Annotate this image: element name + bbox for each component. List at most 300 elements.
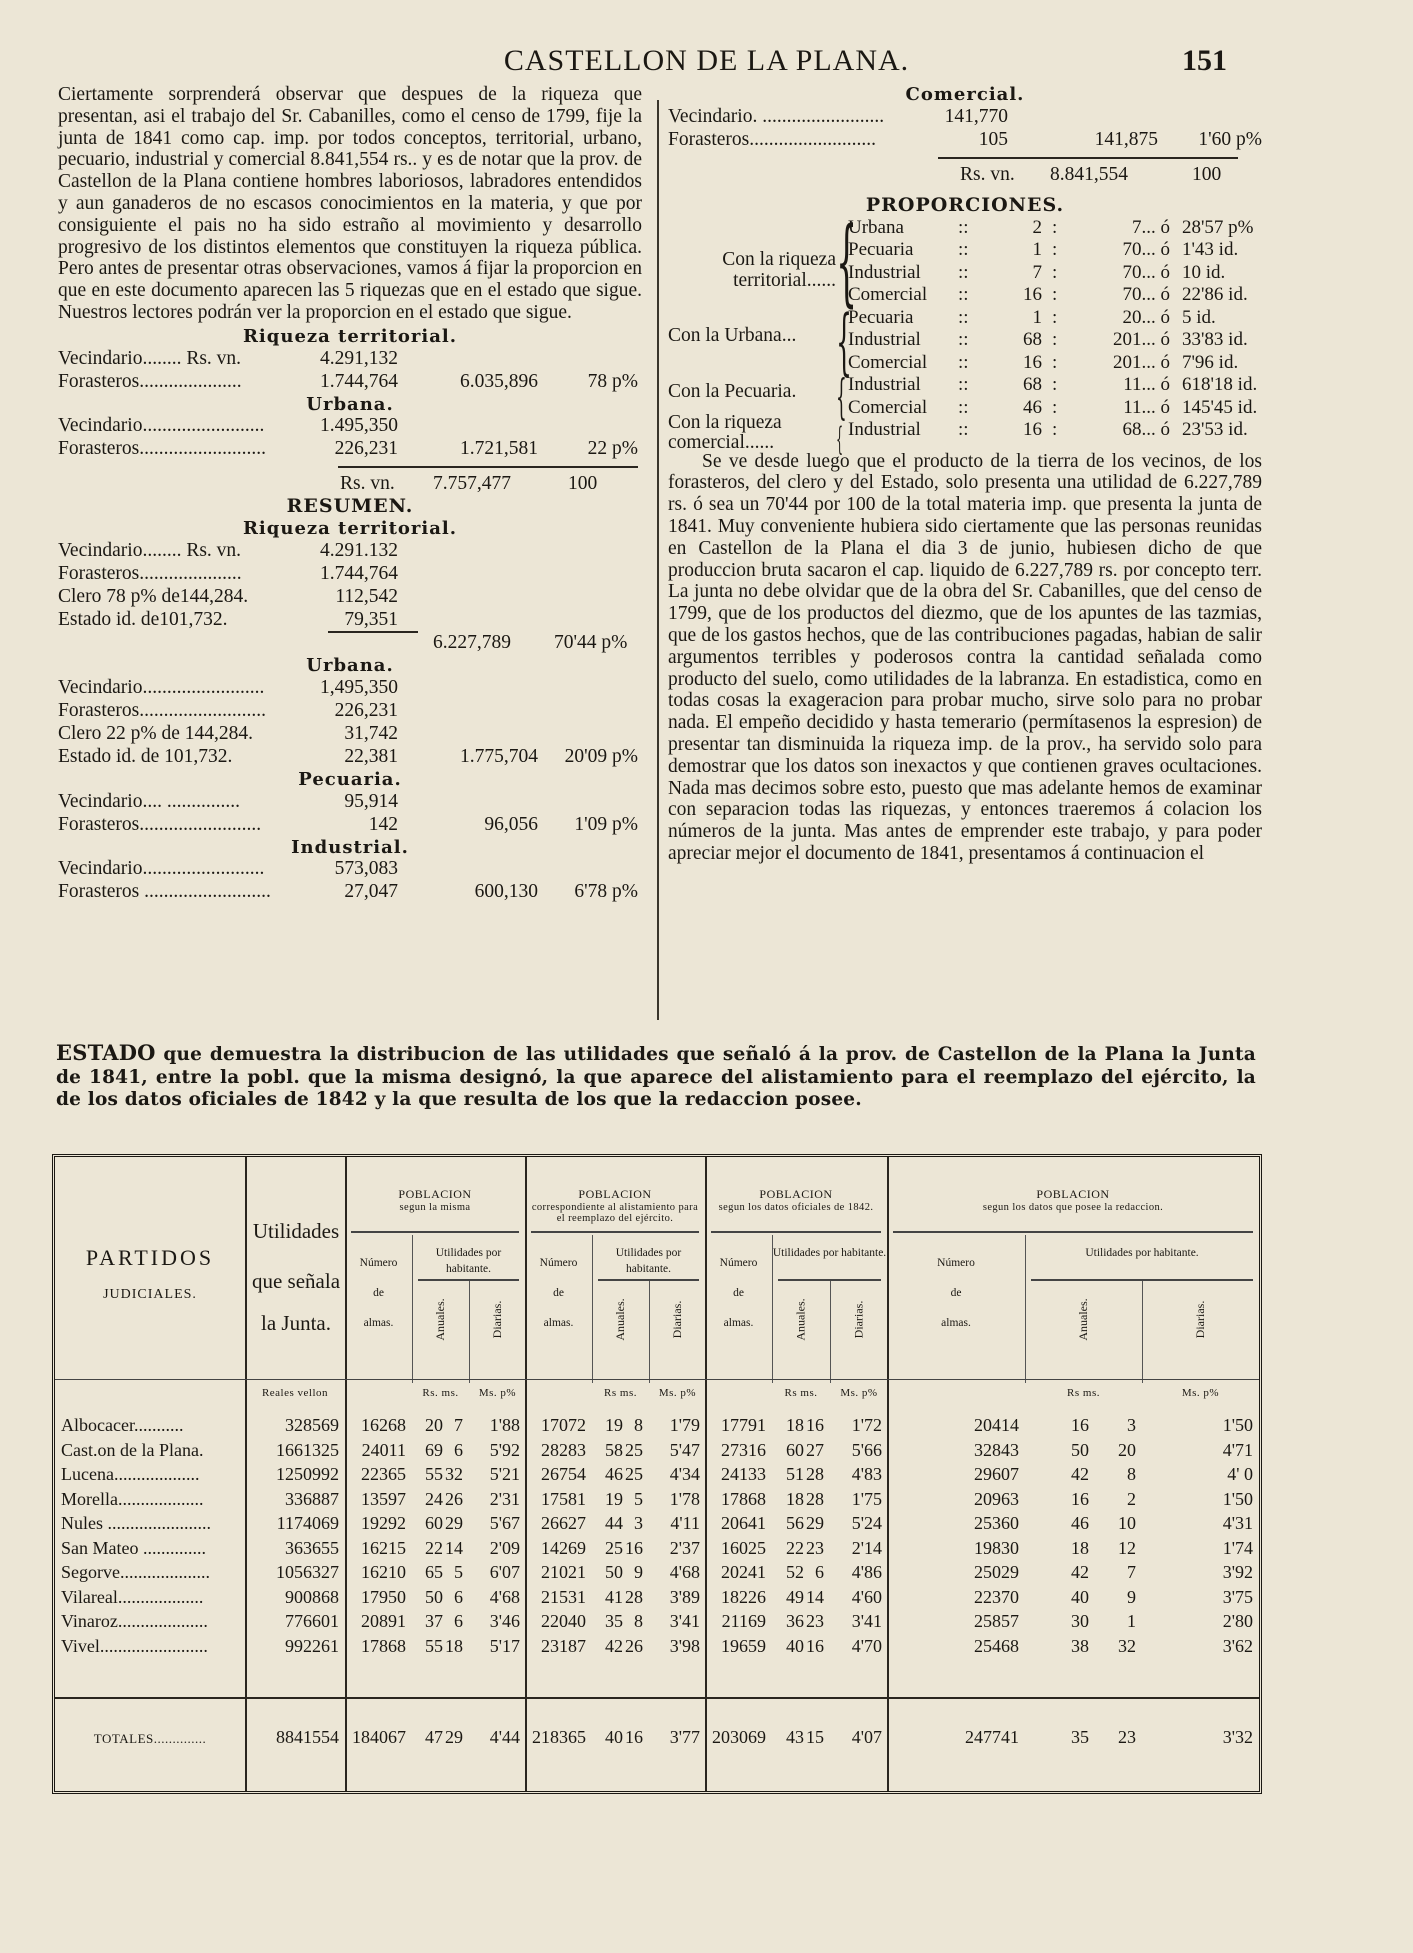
- money-row: [58, 586, 642, 609]
- proporcion-cell: Industrial: [848, 329, 921, 351]
- row-cell: 20241: [721, 1562, 766, 1582]
- section-urbana: Urbana.: [306, 393, 394, 415]
- money-row: [58, 371, 642, 394]
- unit-label: Rs ms.: [784, 1387, 818, 1399]
- group-subtitle: correspondiente al alistamiento para el reemplazo del ejército.: [531, 1202, 699, 1224]
- row-cell: 26: [625, 1635, 643, 1656]
- row-cell: 4'11: [670, 1513, 700, 1533]
- section-riqueza-territorial: Riqueza territorial.: [242, 325, 458, 347]
- anuales-label: Anuales.: [1076, 1298, 1090, 1341]
- row-cell: 28: [806, 1488, 824, 1509]
- row-cell: 58: [605, 1439, 623, 1460]
- row-cell: 9: [634, 1562, 643, 1582]
- totales-cell: 4'07: [851, 1727, 882, 1747]
- row-utilidades: 336887: [285, 1488, 339, 1509]
- row-cell: 44: [605, 1513, 623, 1533]
- row-cell: 18: [445, 1635, 463, 1656]
- row-cell: 26627: [541, 1513, 586, 1533]
- money-cell: 22,381: [344, 745, 398, 767]
- estado-caption: [56, 1042, 1256, 1112]
- proporcion-cell: 28'57 p%: [1182, 216, 1254, 238]
- totales-cell: 4'44: [489, 1727, 520, 1747]
- row-cell: 1'50: [1222, 1415, 1253, 1435]
- row-cell: 41: [605, 1586, 623, 1607]
- proporcion-cell: 7: [1032, 261, 1042, 283]
- proporcion-cell: Pecuaria: [848, 306, 914, 328]
- brace-icon: {: [836, 298, 853, 383]
- estado-table: [52, 1154, 1262, 1794]
- row-cell: 38: [1071, 1635, 1089, 1656]
- money-cell: 31,742: [344, 722, 398, 744]
- row-cell: 5'17: [489, 1635, 520, 1656]
- row-cell: 6: [454, 1586, 463, 1607]
- money-cell: Vecindario.........................: [58, 415, 265, 437]
- utilidades-hab-label: Utilidades por habitante.: [435, 1247, 502, 1275]
- col-utilidades-2: que señala: [251, 1269, 341, 1293]
- row-cell: 46: [1071, 1513, 1089, 1533]
- group-subtitle: segun la misma: [399, 1202, 471, 1213]
- row-cell: 17072: [541, 1415, 586, 1435]
- row-cell: 20: [425, 1415, 443, 1435]
- row-cell: 55: [425, 1635, 443, 1656]
- proporcion-cell: Industrial: [848, 261, 921, 283]
- proporcion-cell: 70... ó: [1122, 261, 1170, 283]
- col-partidos: PARTIDOS: [85, 1245, 215, 1270]
- totales-cell: 247741: [965, 1727, 1019, 1747]
- row-cell: 21021: [541, 1562, 586, 1582]
- money-row: [58, 609, 642, 632]
- diarias-label: Diarias.: [851, 1300, 866, 1339]
- row-cell: 5'92: [489, 1439, 520, 1460]
- row-cell: 1'88: [489, 1415, 520, 1435]
- row-cell: 8: [634, 1611, 643, 1631]
- section-proporciones: PROPORCIONES.: [865, 193, 1065, 216]
- numero-label: almas.: [363, 1317, 394, 1329]
- money-cell: 142: [368, 813, 398, 835]
- subcol-rule: [649, 1281, 650, 1383]
- row-cell: 4'31: [1222, 1513, 1253, 1533]
- row-cell: 60: [786, 1439, 804, 1460]
- left-column: [58, 84, 642, 904]
- row-partido: Vinaroz....................: [61, 1611, 208, 1631]
- money-cell: Vecindario.........................: [58, 676, 265, 698]
- proporcion-cell: ::: [958, 396, 969, 418]
- row-cell: 18: [1071, 1537, 1089, 1558]
- money-cell: Vecindario........ Rs. vn.: [58, 539, 242, 561]
- row-cell: 29: [806, 1513, 824, 1533]
- proporcion-cell: 46: [1023, 396, 1042, 418]
- money-row: [668, 129, 1262, 152]
- money-row: [668, 106, 1262, 129]
- diarias-label: Diarias.: [490, 1300, 504, 1339]
- row-cell: 16268: [361, 1415, 406, 1435]
- right-column: [668, 84, 1262, 865]
- urbana-rows: [58, 415, 642, 461]
- money-cell: 105: [978, 128, 1008, 150]
- totales-cell: 40: [605, 1727, 623, 1747]
- row-cell: 25029: [974, 1562, 1019, 1582]
- group-rule: [711, 1231, 881, 1233]
- row-cell: 2'09: [489, 1537, 520, 1558]
- row-partido: Morella...................: [61, 1488, 204, 1509]
- row-utilidades: 1056327: [276, 1562, 339, 1582]
- row-cell: 17950: [361, 1586, 406, 1607]
- proporcion-cell: Industrial: [848, 419, 921, 441]
- total-row: Rs. vn. 7.757,477 100: [58, 473, 642, 496]
- numero-label: Número: [539, 1257, 578, 1269]
- proporcion-cell: :: [1052, 306, 1058, 328]
- anuales-label: Anuales.: [433, 1298, 447, 1341]
- right-paragraph: Se ve desde luego que el producto de la tierra de los vecinos, de los forasteros, del clero y del Estado, solo presenta una utilidad de 6.227,789 rs. ó sea un 70'44 por 100 de la total materia imp. que presenta la junta de 1841. Muy conveniente hubiera sido ciertamente que las personas reunidas en Castellon de la Plana el dia 3 de junio, hubiesen dicho de que produccion bruta sacaron el cap. liquido de 6.227,789 rs. por concepto terr. La junta no debe olvidar que de la obra del Sr. Cabanilles, que del censo de 1799, que de los productos del diezmo, que de los apuntes de las tazmias, que de los gastos hechos, que de las contribuciones pagadas, habian de salir argumentos terribles y poderosos contra la cantidad señalada como producto del suelo, como utilidades de la labranza. En estadistica, como en todas cosas la exageracion para probar mucho, sirve solo para no probar nada. El empeño decidido y hasta temerario (permítasenos la espresion) de presentar tan disminuida la riqueza imp. de la prov., ha servido solo para demostrar que los datos son inexactos y que contienen graves ocultaciones. Nada mas decimos sobre esto, puesto que mas adelante hemos de examinar con separacion todas las riquezas, y entonces traeremos á colacion los números de la junta. Mas antes de emprender este trabajo, y para poder apreciar mejor el documento de 1841, presentamos á continuacion el: [668, 450, 1262, 864]
- proporcion-cell: 618'18 id.: [1182, 374, 1258, 396]
- money-cell: 95,914: [344, 790, 398, 812]
- row-cell: 3'89: [669, 1586, 700, 1607]
- row-cell: 24: [425, 1488, 443, 1509]
- proporcion-cell: 20... ó: [1122, 306, 1170, 328]
- row-cell: 69: [425, 1439, 443, 1460]
- money-cell: 27,047: [344, 881, 398, 903]
- numero-label: Número: [719, 1257, 758, 1269]
- proporciones-rows: [848, 217, 1262, 442]
- row-utilidades: 328569: [285, 1415, 339, 1435]
- row-cell: 20891: [361, 1611, 406, 1631]
- row-cell: 29: [445, 1513, 463, 1533]
- money-row: [58, 563, 642, 586]
- proporcion-cell: ::: [958, 329, 969, 351]
- row-cell: 4'71: [1222, 1439, 1253, 1460]
- proporcion-cell: 5 id.: [1182, 306, 1216, 328]
- money-cell: 1,495,350: [320, 676, 398, 698]
- proporcion-cell: :: [1052, 374, 1058, 396]
- proporcion-cell: 33'83 id.: [1182, 329, 1248, 351]
- proporcion-cell: 16: [1023, 284, 1042, 306]
- money-cell: Clero 22 p% de 144,284.: [58, 722, 253, 744]
- row-cell: 19: [605, 1488, 623, 1509]
- prop-group-comercial: Con la riqueza comercial......: [668, 411, 782, 453]
- proporcion-cell: 2: [1032, 216, 1042, 238]
- money-cell: Vecindario.........................: [58, 858, 265, 880]
- group-subtitle: segun los datos oficiales de 1842.: [718, 1202, 874, 1213]
- row-partido: Vivel........................: [61, 1635, 208, 1656]
- money-row: [58, 881, 642, 904]
- row-cell: 28: [806, 1464, 824, 1484]
- row-cell: 36: [786, 1611, 804, 1631]
- row-cell: 10: [1118, 1513, 1136, 1533]
- group-rule: [893, 1231, 1253, 1233]
- totales-cell: 29: [445, 1727, 463, 1747]
- row-cell: 50: [605, 1562, 623, 1582]
- resumen-territorial-total: 6.227,789 70'44 p%: [58, 632, 642, 655]
- row-cell: 49: [786, 1586, 804, 1607]
- row-cell: 40: [1071, 1586, 1089, 1607]
- row-cell: 27316: [721, 1439, 766, 1460]
- row-cell: 3'62: [1222, 1635, 1253, 1656]
- row-cell: 42: [1071, 1464, 1089, 1484]
- section-resumen: RESUMEN.: [286, 495, 414, 518]
- col-judiciales: JUDICIALES.: [103, 1287, 197, 1302]
- subcol-rule: [1142, 1281, 1143, 1383]
- money-cell: Forasteros.....................: [58, 562, 242, 584]
- row-cell: 20: [1118, 1439, 1136, 1460]
- row-cell: 17581: [541, 1488, 586, 1509]
- row-utilidades: 1174069: [276, 1513, 339, 1533]
- row-cell: 16210: [361, 1562, 406, 1582]
- proporcion-cell: :: [1052, 419, 1058, 441]
- row-utilidades: 900868: [285, 1586, 339, 1607]
- numero-label: de: [553, 1287, 564, 1299]
- proporcion-cell: 1: [1032, 239, 1042, 261]
- money-row: [58, 791, 642, 814]
- riqueza-territorial-rows: [58, 348, 642, 394]
- money-cell: 4.291.132: [320, 539, 398, 561]
- totales-cell: 15: [806, 1727, 824, 1747]
- proporcion-cell: :: [1052, 261, 1058, 283]
- row-cell: 35: [605, 1611, 623, 1631]
- proporcion-cell: Comercial: [848, 351, 928, 373]
- money-row: [58, 858, 642, 881]
- row-cell: 5'47: [669, 1439, 700, 1460]
- row-cell: 14269: [541, 1537, 586, 1558]
- row-cell: 21169: [721, 1611, 766, 1631]
- numero-label: almas.: [543, 1317, 574, 1329]
- unit-label: Rs ms.: [604, 1387, 637, 1399]
- row-cell: 17791: [721, 1415, 766, 1435]
- money-cell: 79,351: [344, 608, 398, 630]
- money-cell: 78 p%: [587, 370, 638, 392]
- proporcion-row: [848, 239, 1262, 262]
- proporcion-row: [848, 307, 1262, 330]
- money-cell: Forasteros ..........................: [58, 881, 271, 903]
- unit-label: Ms. p%: [1181, 1387, 1220, 1399]
- money-cell: 1.495,350: [320, 415, 398, 437]
- col-utilidades-1: Utilidades: [252, 1219, 340, 1243]
- anuales-label: Anuales.: [613, 1298, 627, 1341]
- proporcion-cell: 7... ó: [1132, 216, 1170, 238]
- totales-utilidades: 8841554: [276, 1727, 339, 1747]
- row-cell: 1'79: [669, 1415, 700, 1435]
- row-cell: 22: [786, 1537, 804, 1558]
- row-cell: 5'67: [489, 1513, 520, 1533]
- row-cell: 3: [634, 1513, 643, 1533]
- row-partido: Albocacer...........: [61, 1415, 184, 1435]
- row-cell: 37: [425, 1611, 443, 1631]
- proporcion-cell: Urbana: [848, 216, 904, 238]
- prop-group-pecuaria: Con la Pecuaria.: [668, 380, 797, 402]
- left-paragraph: Ciertamente sorprenderá observar que despues de la riqueza que presentan, asi el trabajo del Sr. Cabanilles, como el censo de 1799, fije la junta de 1841 como cap. imp. por todos conceptos, territorial, urbano, pecuario, industrial y comercial 8.841,554 rs.. y es de notar que la prov. de Castellon de la Plana contiene hombres laboriosos, labradores entendidos y aun ganaderos de no escasos conocimientos en la materia, y que por consiguiente el pais no ha sido estraño al movimiento y desarrollo progresivo de los distintos elementos que constituyen la riqueza pública. Pero antes de presentar otras observaciones, vamos á fijar la proporcion en que en este documento aparecen las 5 riquezas que en el estado que sigue. Nuestros lectores podrán ver la proporcion en el estado que sigue.: [58, 84, 642, 323]
- row-cell: 23187: [541, 1635, 586, 1656]
- money-cell: 1.744,764: [320, 370, 398, 392]
- row-cell: 4'60: [851, 1586, 882, 1607]
- row-cell: 1'74: [1222, 1537, 1253, 1558]
- numero-label: Número: [937, 1257, 975, 1269]
- section-resumen-territorial: Riqueza territorial.: [242, 518, 458, 540]
- row-cell: 46: [605, 1464, 623, 1484]
- row-cell: 25: [625, 1439, 643, 1460]
- totales-cell: 3'77: [669, 1727, 700, 1747]
- money-cell: 1'60 p%: [1198, 128, 1262, 150]
- group-title: POBLACION: [1036, 1187, 1110, 1201]
- estado-lead: ESTADO: [56, 1040, 156, 1065]
- proporcion-cell: :: [1052, 216, 1058, 238]
- column-divider: [657, 100, 659, 1020]
- section-industrial: Industrial.: [291, 836, 409, 858]
- proporcion-cell: 1'43 id.: [1182, 239, 1239, 261]
- row-cell: 18: [786, 1415, 804, 1435]
- money-cell: 4.291,132: [320, 347, 398, 369]
- row-cell: 65: [425, 1562, 443, 1582]
- row-cell: 21531: [541, 1586, 586, 1607]
- row-cell: 16: [806, 1415, 824, 1435]
- comercial-total: Rs. vn. 8.841,554 100: [668, 164, 1262, 187]
- money-cell: Forasteros..........................: [668, 128, 876, 150]
- row-cell: 4'70: [851, 1635, 882, 1656]
- proporcion-row: [848, 262, 1262, 285]
- proporcion-cell: :: [1052, 239, 1058, 261]
- money-cell: 1.744,764: [320, 562, 398, 584]
- proporcion-cell: 70... ó: [1122, 284, 1170, 306]
- row-cell: 17868: [721, 1488, 766, 1509]
- row-cell: 5: [454, 1562, 463, 1582]
- proporcion-cell: 16: [1023, 419, 1042, 441]
- money-cell: Forasteros.....................: [58, 370, 242, 392]
- proporcion-row: [848, 329, 1262, 352]
- money-row: [58, 438, 642, 461]
- unit-label: Ms. p%: [658, 1387, 697, 1399]
- row-cell: 5'66: [851, 1439, 882, 1460]
- numero-label: almas.: [941, 1317, 971, 1329]
- row-cell: 7: [454, 1415, 463, 1435]
- row-cell: 3'46: [489, 1611, 520, 1631]
- row-cell: 14: [445, 1537, 463, 1558]
- numero-label: almas.: [723, 1317, 754, 1329]
- row-cell: 22: [425, 1537, 443, 1558]
- row-totales: TOTALES..............: [93, 1731, 207, 1746]
- money-cell: 226,231: [334, 699, 398, 721]
- money-cell: Clero 78 p% de144,284.: [58, 585, 249, 607]
- row-cell: 24133: [721, 1464, 766, 1484]
- group-rule: [351, 1231, 519, 1233]
- row-cell: 23: [806, 1611, 824, 1631]
- money-cell: 96,056: [484, 813, 538, 835]
- col-utilidades-3: la Junta.: [261, 1311, 331, 1335]
- row-cell: 1'50: [1222, 1488, 1253, 1509]
- row-cell: 3'92: [1222, 1562, 1253, 1582]
- totales-cell: 218365: [532, 1727, 586, 1747]
- money-row: [58, 814, 642, 837]
- row-cell: 32: [1118, 1635, 1136, 1656]
- money-cell: 1.775,704: [460, 745, 538, 767]
- money-row: [58, 540, 642, 563]
- row-cell: 3'98: [669, 1635, 700, 1656]
- row-utilidades: 1250992: [276, 1464, 339, 1484]
- comercial-rows: [668, 106, 1262, 152]
- numero-label: de: [373, 1287, 384, 1299]
- proporcion-cell: 201... ó: [1113, 329, 1170, 351]
- money-cell: Vecindario.... ...............: [58, 790, 240, 812]
- row-cell: 26: [445, 1488, 463, 1509]
- prop-group-urbana: Con la Urbana...: [668, 324, 797, 346]
- totales-cell: 43: [786, 1727, 804, 1747]
- totales-cell: 3'32: [1222, 1727, 1253, 1747]
- proporcion-row: [848, 374, 1262, 397]
- totales-cell: 16: [625, 1727, 643, 1747]
- section-pecuaria: Pecuaria.: [298, 768, 402, 790]
- proporcion-row: [848, 284, 1262, 307]
- group-title: POBLACION: [578, 1187, 652, 1201]
- row-cell: 5'24: [851, 1513, 882, 1533]
- money-row: [58, 700, 642, 723]
- unit-label: Ms. p%: [840, 1387, 878, 1399]
- diarias-label: Diarias.: [1193, 1300, 1207, 1339]
- row-cell: 42: [605, 1635, 623, 1656]
- row-cell: 56: [786, 1513, 804, 1533]
- money-cell: 6'78 p%: [574, 881, 638, 903]
- proporcion-cell: ::: [958, 419, 969, 441]
- totales-cell: 203069: [712, 1727, 766, 1747]
- row-cell: 5'21: [489, 1464, 520, 1484]
- row-cell: 16025: [721, 1537, 766, 1558]
- money-cell: 573,083: [334, 858, 398, 880]
- section-comercial: Comercial.: [905, 84, 1025, 105]
- row-cell: 2'31: [489, 1488, 520, 1509]
- group-rule: [531, 1231, 699, 1233]
- proporcion-cell: ::: [958, 261, 969, 283]
- money-cell: Vecindario. .........................: [668, 105, 885, 127]
- row-cell: 19292: [361, 1513, 406, 1533]
- proporcion-cell: 11... ó: [1123, 396, 1170, 418]
- industrial-rows: [58, 858, 642, 904]
- row-cell: 6'07: [489, 1562, 520, 1582]
- money-row: [58, 677, 642, 700]
- group-subtitle: segun los datos que posee la redaccion.: [982, 1202, 1164, 1213]
- pecuaria-rows: [58, 791, 642, 837]
- row-cell: 2: [1127, 1488, 1136, 1509]
- row-cell: 50: [1071, 1439, 1089, 1460]
- money-row: [58, 723, 642, 746]
- estado-text: que demuestra la distribucion de las utilidades que señaló á la prov. de Castellon de la Plana la Junta de 1841, entre la pobl. que la misma designó, la que aparece del alistamiento para el reemplazo del ejército, la de los datos oficiales de 1842 y la que resulta de los que la redaccion posee.: [56, 1044, 1256, 1110]
- proporcion-cell: Comercial: [848, 284, 928, 306]
- proporcion-cell: ::: [958, 374, 969, 396]
- row-cell: 6: [454, 1611, 463, 1631]
- row-cell: 17868: [361, 1635, 406, 1656]
- row-cell: 20641: [721, 1513, 766, 1533]
- row-cell: 40: [786, 1635, 804, 1656]
- row-cell: 7: [1127, 1562, 1136, 1582]
- row-partido: Nules .......................: [61, 1513, 211, 1533]
- proporcion-cell: Comercial: [848, 396, 928, 418]
- row-cell: 25: [625, 1464, 643, 1484]
- row-cell: 2'14: [851, 1537, 882, 1558]
- utilidades-hab-label: Utilidades por habitante.: [615, 1247, 682, 1275]
- row-cell: 19: [605, 1415, 623, 1435]
- proporcion-cell: 23'53 id.: [1182, 419, 1248, 441]
- proporcion-cell: ::: [958, 239, 969, 261]
- unit-label: Rs ms.: [1067, 1387, 1100, 1399]
- row-cell: 18226: [721, 1586, 766, 1607]
- row-utilidades: 992261: [285, 1635, 339, 1656]
- row-cell: 22040: [541, 1611, 586, 1631]
- unit-label: Ms. p%: [478, 1387, 517, 1399]
- row-cell: 3: [1127, 1415, 1136, 1435]
- numero-label: Número: [359, 1257, 398, 1269]
- totals-divider: [55, 1697, 1259, 1699]
- row-cell: 4'68: [669, 1562, 700, 1582]
- money-cell: 1'09 p%: [574, 813, 638, 835]
- row-cell: 60: [425, 1513, 443, 1533]
- proporcion-cell: Pecuaria: [848, 239, 914, 261]
- group-title: POBLACION: [398, 1187, 472, 1201]
- resumen-urbana-rows: [58, 677, 642, 769]
